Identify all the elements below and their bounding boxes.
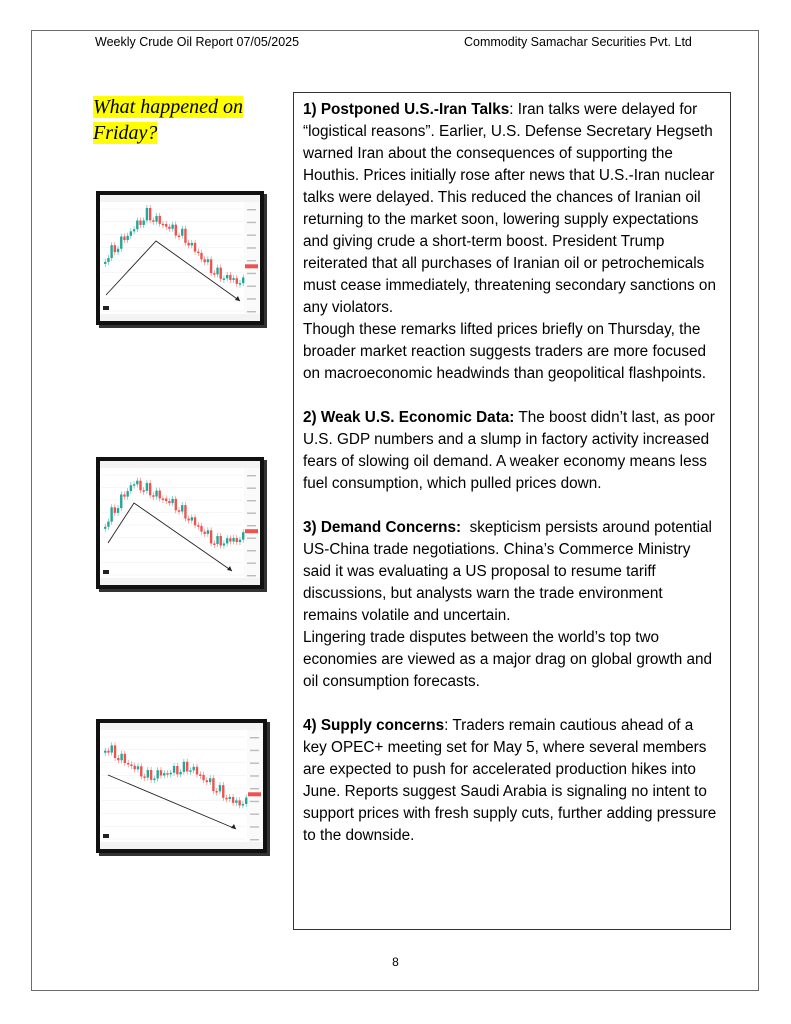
candle [239, 540, 241, 542]
candle [136, 481, 138, 485]
candle [242, 532, 244, 539]
candle [137, 766, 139, 769]
candle [110, 507, 112, 521]
point-3-separator [461, 519, 470, 536]
price-tick [250, 775, 259, 776]
candle [133, 484, 135, 486]
price-tick [247, 247, 256, 248]
candle [219, 785, 221, 791]
price-axis [247, 730, 263, 842]
crude-futures-chart-graphic [100, 723, 263, 849]
candle [199, 774, 201, 776]
price-tick [247, 538, 256, 539]
candle [114, 507, 116, 513]
price-tick [250, 737, 259, 738]
candle [236, 278, 238, 284]
candle [149, 208, 151, 220]
wti-chart-graphic [100, 195, 260, 321]
candle [153, 779, 155, 781]
candle [187, 519, 189, 521]
point-3-extra: Lingering trade disputes between the world’s top two economies are viewed as a major drag on global growth and oil consumption forecasts. [303, 629, 713, 690]
candle [207, 259, 209, 262]
analysis-text-box [293, 92, 731, 930]
point-4 [303, 715, 721, 847]
candle [152, 220, 154, 222]
time-axis [100, 314, 260, 321]
candle [165, 499, 167, 502]
candle [223, 543, 225, 545]
time-axis [100, 578, 260, 585]
candle [213, 273, 215, 275]
candle [181, 229, 183, 236]
price-tick [250, 750, 259, 751]
candle [245, 798, 247, 804]
price-tick [247, 500, 256, 501]
candle [242, 804, 244, 806]
candle [232, 797, 234, 803]
candle [146, 208, 148, 220]
candle [178, 236, 180, 238]
price-tick [250, 788, 259, 789]
candle [136, 221, 138, 230]
candle [181, 505, 183, 511]
candle [203, 532, 205, 534]
candle [117, 249, 119, 252]
point-3-body: skepticism persists around potential US-China trade negotiations. China’s Commerce Ministry said it was evaluating a US proposal to resume tariff discussions, but analysts warn the trade environment remains volatile and uncertain. [303, 519, 712, 624]
point-1-separator: : [509, 101, 518, 118]
candle [123, 236, 125, 240]
candle [143, 220, 145, 224]
brent-chart-graphic [100, 461, 260, 585]
candle [159, 491, 161, 499]
candle [210, 530, 212, 543]
candle [235, 800, 237, 802]
candle [110, 245, 112, 258]
candle [229, 275, 231, 280]
candle [120, 754, 122, 761]
candle [163, 773, 165, 775]
candle [107, 522, 109, 527]
candle [111, 745, 113, 752]
candle [216, 268, 218, 275]
candle [179, 772, 181, 774]
price-tick [247, 260, 256, 261]
brent-chart-image [96, 457, 264, 589]
point-4-body: Traders remain cautious ahead of a key OPEC+ meeting set for May 5, where several members are expected to push for accelerated production hikes into June. Reports suggest Saudi Arabia is signaling no intent to support prices with fresh supply cuts, further adding pressure to the downside. [303, 717, 717, 844]
candle [187, 243, 189, 246]
point-2 [303, 407, 721, 495]
candle [143, 490, 145, 492]
candle [139, 221, 141, 225]
candle [160, 770, 162, 775]
price-tick [247, 286, 256, 287]
point-4-heading: 4) Supply concerns [303, 717, 445, 734]
current-price-tag [248, 792, 261, 796]
candle [232, 538, 234, 541]
candle [114, 745, 116, 758]
candle [159, 216, 161, 224]
candle [216, 536, 218, 544]
price-axis [244, 202, 260, 314]
candle [197, 252, 199, 254]
price-tick [247, 563, 256, 564]
candle [207, 530, 209, 534]
price-tick [250, 826, 259, 827]
candle [139, 481, 141, 491]
price-tick [250, 801, 259, 802]
candle [191, 517, 193, 520]
header-report-title: Weekly Crude Oil Report 07/05/2025 [95, 35, 300, 49]
price-tick [247, 298, 256, 299]
candle [220, 536, 222, 546]
candle [238, 800, 240, 805]
current-price-tag [245, 264, 258, 268]
chart-toolbar [100, 461, 260, 468]
price-tick [247, 475, 256, 476]
price-tick [247, 273, 256, 274]
candle [124, 754, 126, 763]
candle [104, 262, 106, 264]
point-3-heading: 3) Demand Concerns: [303, 519, 462, 536]
candle [133, 229, 135, 231]
candle [196, 767, 198, 775]
candle [156, 770, 158, 778]
candle [107, 258, 109, 262]
candle [114, 245, 116, 252]
candle [229, 797, 231, 799]
candle [173, 766, 175, 773]
price-tick [250, 763, 259, 764]
candle [171, 225, 173, 229]
candle [155, 491, 157, 497]
wti-chart-image [96, 191, 264, 325]
candle [203, 259, 205, 262]
candle [126, 236, 128, 240]
candle [117, 758, 119, 760]
candle [239, 283, 241, 285]
candle [162, 498, 164, 500]
candle [236, 538, 238, 542]
candle [171, 499, 173, 503]
candle [229, 538, 231, 541]
candle [120, 236, 122, 248]
candle [194, 517, 196, 525]
page-number: 8 [392, 955, 399, 969]
candle [186, 762, 188, 772]
price-tick [247, 525, 256, 526]
candle [189, 770, 191, 772]
section-title-line2: Friday? [93, 122, 158, 144]
candle [223, 278, 225, 280]
chart-toolbar [100, 195, 260, 202]
candle [193, 767, 195, 771]
price-tick [247, 311, 256, 312]
price-tick [247, 235, 256, 236]
candle [134, 766, 136, 770]
candle [130, 231, 132, 235]
candle [191, 243, 193, 246]
candle [220, 268, 222, 279]
candle [168, 501, 170, 503]
candle [232, 278, 234, 280]
candle [150, 770, 152, 780]
candle [127, 763, 129, 765]
candle [130, 764, 132, 766]
point-2-heading: 2) Weak U.S. Economic Data: [303, 409, 515, 426]
header-company-name: Commodity Samachar Securities Pvt. Ltd [464, 35, 692, 49]
candle [126, 491, 128, 497]
section-title-line1: What happened on [93, 96, 243, 118]
candle [120, 494, 122, 508]
candle [117, 508, 119, 513]
price-tick [247, 513, 256, 514]
candle [130, 485, 132, 491]
price-tick [247, 222, 256, 223]
price-tick [250, 814, 259, 815]
point-3 [303, 517, 721, 627]
candle [226, 538, 228, 543]
crude-futures-chart-image [96, 719, 267, 853]
price-tick [247, 209, 256, 210]
candle [143, 776, 145, 778]
candle [213, 543, 215, 545]
candle [166, 773, 168, 775]
candle [178, 510, 180, 512]
point-1-heading: 1) Postponed U.S.-Iran Talks [303, 101, 510, 118]
candle [152, 495, 154, 497]
price-tick [247, 550, 256, 551]
candle [215, 791, 217, 793]
candle [202, 775, 204, 780]
candle [200, 526, 202, 532]
candle [155, 216, 157, 222]
candle [147, 770, 149, 778]
candle [226, 275, 228, 278]
candle [184, 229, 186, 243]
price-tick [247, 488, 256, 489]
candle [197, 525, 199, 527]
candle [176, 766, 178, 774]
point-1 [303, 99, 721, 319]
candle [222, 785, 224, 798]
candle [210, 259, 212, 273]
point-4-separator: : [444, 717, 453, 734]
price-tick [247, 575, 256, 576]
candle [206, 780, 208, 782]
trend-arrow [108, 775, 236, 829]
candle [146, 483, 148, 491]
candle [107, 751, 109, 753]
candle [175, 499, 177, 510]
candle [140, 766, 142, 776]
candle [104, 527, 106, 529]
candle [175, 225, 177, 236]
section-title [93, 94, 263, 146]
price-tick [250, 839, 259, 840]
candle [209, 778, 211, 782]
current-price-tag [245, 529, 258, 533]
tradingview-logo [103, 570, 109, 574]
candle [242, 277, 244, 283]
tradingview-logo [103, 306, 109, 310]
candle [194, 243, 196, 252]
candle [149, 483, 151, 495]
point-1-body: Iran talks were delayed for “logistical reasons”. Earlier, U.S. Defense Secretary Hegseth warned Iran about the consequences of supporting the Houthis. Prices initially rose after news that U.S.-Iran nuclear talks were delayed. This reduced the chances of Iranian oil returning to the market soon, lowering supply expectations and giving crude a short-term boost. President Trump reiterated that all purchases of Iranian oil or petrochemicals must cease immediately, threatening secondary sanctions on any violators. [303, 101, 716, 316]
candle [183, 762, 185, 772]
candle [162, 224, 164, 226]
candle [170, 773, 172, 775]
candle [104, 751, 106, 753]
candle [200, 253, 202, 259]
chart-toolbar [100, 723, 263, 730]
candle [184, 505, 186, 518]
candle [123, 494, 125, 496]
candle [168, 227, 170, 229]
time-axis [100, 842, 263, 849]
candle [212, 778, 214, 791]
trend-arrow [108, 503, 232, 571]
tradingview-logo [103, 834, 109, 838]
price-axis [244, 468, 260, 578]
point-2-body: The boost didn’t last, as poor U.S. GDP numbers and a slump in factory activity increased fears of slowing oil demand. A weaker economy means less fuel consumption, which pulled prices down. [303, 409, 715, 492]
point-1-extra: Though these remarks lifted prices briefly on Thursday, the broader market reaction suggests traders are more focused on macroeconomic headwinds than geopolitical flashpoints. [303, 321, 707, 382]
candle [165, 224, 167, 227]
candle [225, 798, 227, 800]
